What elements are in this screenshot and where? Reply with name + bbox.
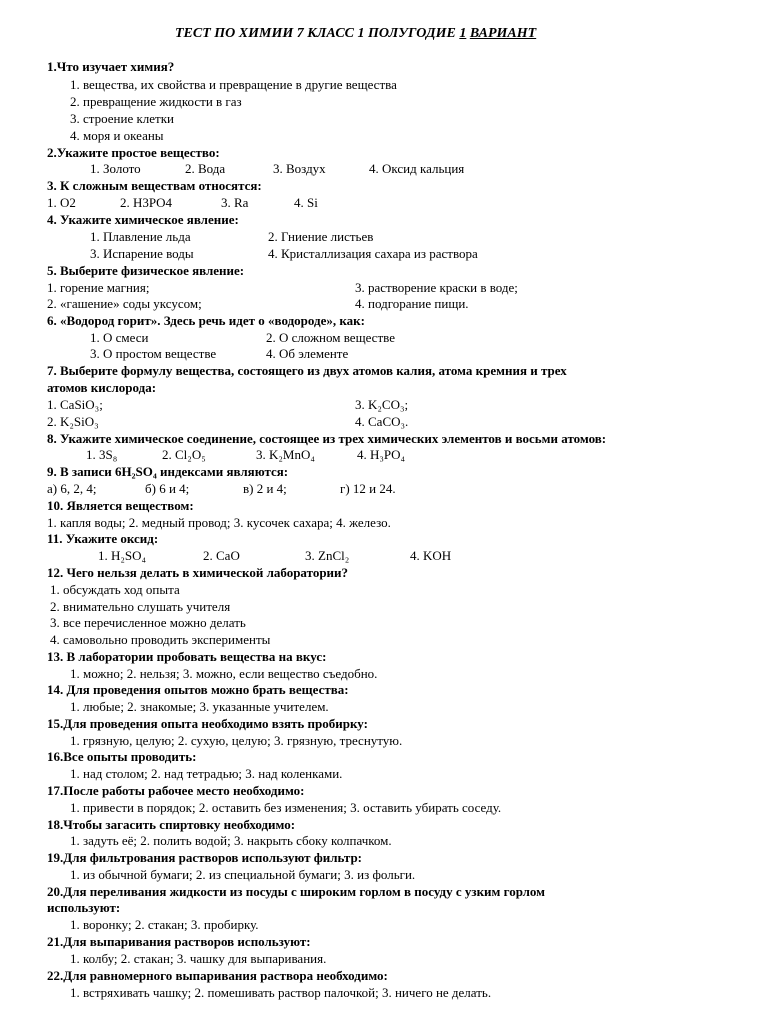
answer-2-4: 4. Оксид кальция bbox=[369, 161, 465, 176]
answer-13: 1. можно; 2. нельзя; 3. можно, если вещество съедобно. bbox=[70, 666, 378, 681]
answer-3-3: 3. Ra bbox=[221, 195, 249, 210]
question-15: 15.Для проведения опыта необходимо взять пробирку: bbox=[47, 716, 368, 731]
title-main: ТЕСТ ПО ХИМИИ 7 КЛАСС 1 ПОЛУГОДИЕ bbox=[175, 26, 460, 41]
question-4: 4. Укажите химическое явление: bbox=[47, 212, 239, 227]
answer-3-2: 2. H3PO4 bbox=[120, 195, 173, 210]
answer-10: 1. капля воды; 2. медный провод; 3. кусочек сахара; 4. железо. bbox=[47, 515, 391, 530]
question-11: 11. Укажите оксид: bbox=[47, 531, 159, 546]
question-2: 2.Укажите простое вещество: bbox=[47, 145, 220, 160]
variant-number: 1 bbox=[459, 26, 467, 41]
question-10: 10. Является веществом: bbox=[47, 498, 194, 513]
answer-18: 1. задуть её; 2. полить водой; 3. накрыть сбоку колпачком. bbox=[70, 833, 392, 848]
answer-3-4: 4. Si bbox=[294, 195, 318, 210]
question-9: 9. В записи 6H₂SO₄ индексами являются: bbox=[47, 464, 289, 479]
question-22: 22.Для равномерного выпаривания раствора необходимо: bbox=[47, 968, 388, 983]
question-18: 18.Чтобы загасить спиртовку необходимо: bbox=[47, 817, 296, 832]
question-7-line-2: атомов кислорода: bbox=[47, 380, 157, 395]
answer-5-2: 2. «гашение» соды уксусом; bbox=[47, 296, 202, 311]
question-8: 8. Укажите химическое соединение, состоящее из трех химических элементов и восьми атомов: bbox=[47, 431, 607, 446]
answer-5-1: 1. горение магния; bbox=[47, 280, 150, 295]
question-16: 16.Все опыты проводить: bbox=[47, 749, 197, 764]
question-21: 21.Для выпаривания растворов используют: bbox=[47, 934, 311, 949]
answer-4-1: 1. Плавление льда bbox=[90, 229, 191, 244]
answer-7-3: 3. K₂CO₃; bbox=[355, 397, 409, 412]
answer-19: 1. из обычной бумаги; 2. из специальной бумаги; 3. из фольги. bbox=[70, 867, 416, 882]
answer-1-1: 1. вещества, их свойства и превращение в другие вещества bbox=[70, 77, 397, 92]
variant-label: ВАРИАНТ bbox=[469, 26, 537, 41]
answer-9-4: г) 12 и 24. bbox=[340, 481, 396, 496]
question-20-line-1: 20.Для переливания жидкости из посуды с широким горлом в посуду с узким горлом bbox=[47, 884, 546, 899]
answer-6-1: 1. О смеси bbox=[90, 330, 149, 345]
answer-1-4: 4. моря и океаны bbox=[70, 128, 164, 143]
answer-4-4: 4. Кристаллизация сахара из раствора bbox=[268, 246, 478, 261]
answer-11-1: 1. H₂SO₄ bbox=[98, 548, 147, 563]
answer-3-1: 1. O2 bbox=[47, 195, 76, 210]
question-5: 5. Выберите физическое явление: bbox=[47, 263, 245, 278]
answer-11-3: 3. ZnCl₂ bbox=[305, 548, 350, 563]
answer-12-4: 4. самовольно проводить эксперименты bbox=[50, 632, 271, 647]
answer-6-3: 3. О простом веществе bbox=[90, 346, 217, 361]
answer-7-4: 4. CaCO₃. bbox=[355, 414, 409, 429]
answer-1-2: 2. превращение жидкости в газ bbox=[70, 94, 242, 109]
question-19: 19.Для фильтрования растворов используют фильтр: bbox=[47, 850, 363, 865]
answer-11-2: 2. CaO bbox=[203, 548, 240, 563]
answer-22: 1. встряхивать чашку; 2. помешивать раствор палочкой; 3. ничего не делать. bbox=[70, 985, 492, 1000]
answer-14: 1. любые; 2. знакомые; 3. указанные учителем. bbox=[70, 699, 329, 714]
answer-16: 1. над столом; 2. над тетрадью; 3. над коленками. bbox=[70, 766, 343, 781]
answer-6-2: 2. О сложном веществе bbox=[266, 330, 395, 345]
question-1: 1.Что изучает химия? bbox=[47, 59, 175, 74]
answer-9-3: в) 2 и 4; bbox=[243, 481, 287, 496]
page-title bbox=[175, 26, 536, 42]
answer-7-1: 1. CaSiO₃; bbox=[47, 397, 103, 412]
answer-15: 1. грязную, целую; 2. сухую, целую; 3. грязную, треснутую. bbox=[70, 733, 403, 748]
answer-9-1: а) 6, 2, 4; bbox=[47, 481, 97, 496]
answer-20: 1. воронку; 2. стакан; 3. пробирку. bbox=[70, 917, 259, 932]
answer-8-4: 4. H₃PO₄ bbox=[357, 447, 406, 462]
answer-4-2: 2. Гниение листьев bbox=[268, 229, 374, 244]
question-3: 3. К сложным веществам относятся: bbox=[47, 178, 262, 193]
question-7-line-1: 7. Выберите формулу вещества, состоящего из двух атомов калия, атома кремния и трех bbox=[47, 363, 567, 378]
answer-5-4: 4. подгорание пищи. bbox=[355, 296, 469, 311]
answer-11-4: 4. KOH bbox=[410, 548, 452, 563]
answer-12-3: 3. все перечисленное можно делать bbox=[50, 615, 246, 630]
answer-21: 1. колбу; 2. стакан; 3. чашку для выпаривания. bbox=[70, 951, 327, 966]
question-12: 12. Чего нельзя делать в химической лаборатории? bbox=[47, 565, 349, 580]
answer-8-2: 2. Cl₂O₅ bbox=[162, 447, 206, 462]
question-13: 13. В лаборатории пробовать вещества на вкус: bbox=[47, 649, 327, 664]
answer-6-4: 4. Об элементе bbox=[266, 346, 349, 361]
question-20-line-2: используют: bbox=[47, 900, 121, 915]
question-17: 17.После работы рабочее место необходимо: bbox=[47, 783, 305, 798]
answer-5-3: 3. растворение краски в воде; bbox=[355, 280, 518, 295]
answer-17: 1. привести в порядок; 2. оставить без изменения; 3. оставить убирать соседу. bbox=[70, 800, 502, 815]
question-14: 14. Для проведения опытов можно брать вещества: bbox=[47, 682, 349, 697]
answer-9-2: б) 6 и 4; bbox=[145, 481, 190, 496]
question-6: 6. «Водород горит». Здесь речь идет о «водороде», как: bbox=[47, 313, 365, 328]
answer-8-1: 1. 3S₈ bbox=[86, 447, 118, 462]
answer-7-2: 2. K₂SiO₃ bbox=[47, 414, 99, 429]
answer-2-3: 3. Воздух bbox=[273, 161, 326, 176]
answer-4-3: 3. Испарение воды bbox=[90, 246, 194, 261]
answer-12-2: 2. внимательно слушать учителя bbox=[50, 599, 231, 614]
answer-8-3: 3. K₂MnO₄ bbox=[256, 447, 315, 462]
answer-2-2: 2. Вода bbox=[185, 161, 226, 176]
answer-1-3: 3. строение клетки bbox=[70, 111, 174, 126]
answer-12-1: 1. обсуждать ход опыта bbox=[50, 582, 180, 597]
answer-2-1: 1. Золото bbox=[90, 161, 141, 176]
